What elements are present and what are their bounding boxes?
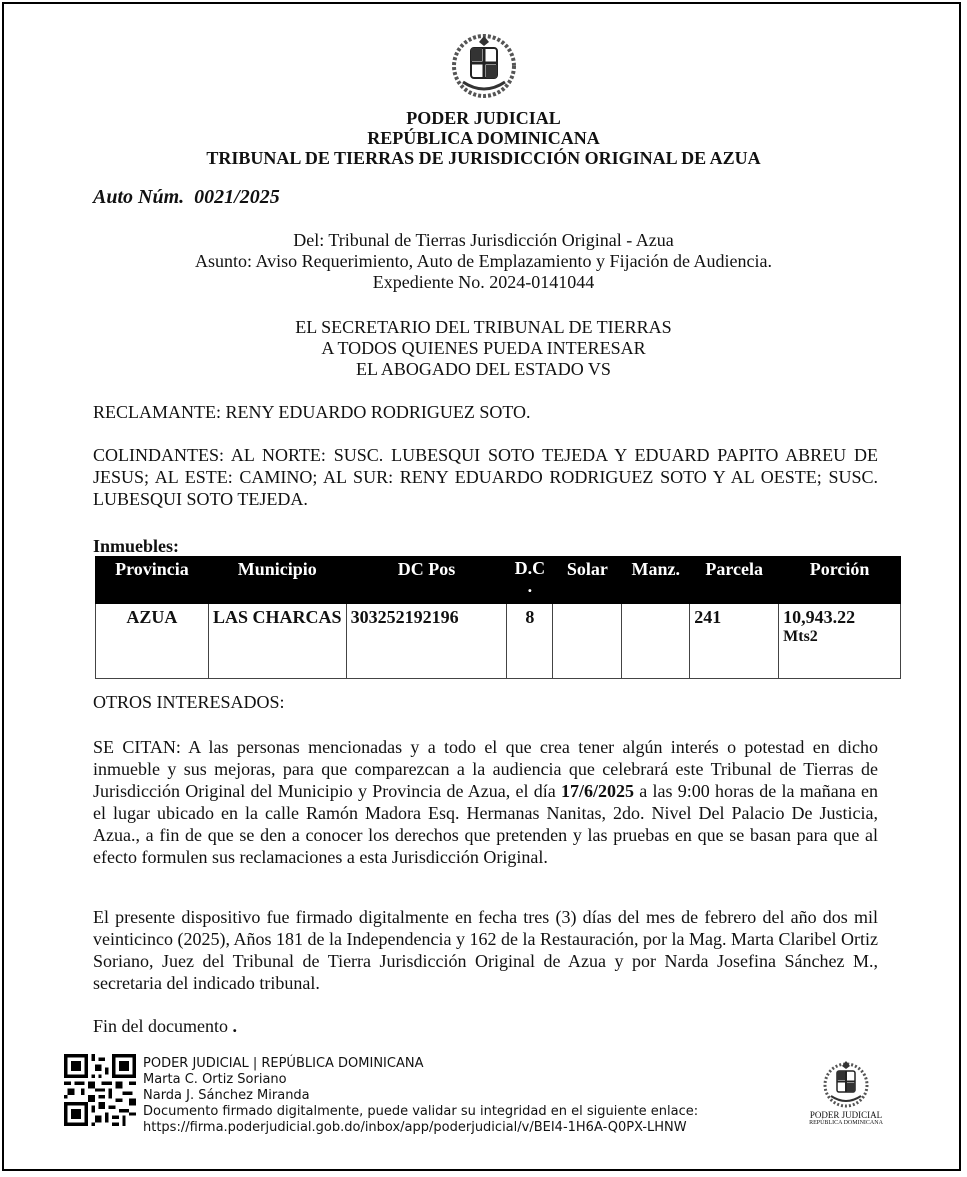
cell-dc-pos: 303252192196 — [346, 604, 507, 679]
col-solar: Solar — [553, 557, 622, 604]
seal-caption-1: PODER JUDICIAL — [809, 1110, 883, 1120]
cell-provincia: AZUA — [96, 604, 209, 679]
cell-solar — [553, 604, 622, 679]
meta-block — [0, 230, 967, 293]
col-dc-pos: DC Pos — [346, 557, 507, 604]
col-municipio: Municipio — [208, 557, 346, 604]
auto-number: Auto Núm. 0021/2025 — [93, 186, 280, 208]
citan-text-1: SE CITAN: A las personas mencionadas y a todo el que crea tener algún interés o potestad en dicho inmueble y sus mejoras, para que comparezcan a la audiencia que celebrará este Tribunal de Tierras de Jurisdicción Original del Municipio y Provincia de Azua, el día — [93, 737, 878, 801]
cell-municipio: LAS CHARCAS — [208, 604, 346, 679]
cell-manz — [622, 604, 690, 679]
seal-caption-2: REPÚBLICA DOMINICANA — [809, 1120, 883, 1126]
header-block — [0, 108, 967, 168]
cell-dc: 8 — [507, 604, 553, 679]
footer-line-3: Narda J. Sánchez Miranda — [143, 1088, 310, 1103]
col-porcion: Porción — [779, 557, 901, 604]
footer-signature-block — [143, 1056, 698, 1136]
address-line-3: EL ABOGADO DEL ESTADO VS — [356, 359, 611, 379]
footer-seal — [808, 1058, 884, 1127]
meta-asunto: Asunto: Aviso Requerimiento, Auto de Emplazamiento y Fijación de Audiencia. — [194, 251, 773, 271]
col-dc: D.C . — [507, 557, 553, 604]
cell-porcion — [779, 604, 901, 679]
citan-paragraph — [93, 736, 878, 868]
header-line-3: TRIBUNAL DE TIERRAS DE JURISDICCIÓN ORIGINAL DE AZUA — [206, 148, 761, 168]
citan-date: 17/6/2025 — [560, 781, 634, 801]
colindantes: COLINDANTES: AL NORTE: SUSC. LUBESQUI SOTO TEJEDA Y EDUARD PAPITO ABREU DE JESUS; AL ESTE: CAMINO; AL SUR: RENY EDUARDO RODRIGUEZ SOTO Y AL OESTE; SUSC. LUBESQUI SOTO TEJEDA. — [93, 445, 878, 509]
col-manz: Manz. — [622, 557, 690, 604]
col-provincia: Provincia — [96, 557, 209, 604]
col-parcela: Parcela — [690, 557, 779, 604]
inmuebles-label: Inmuebles: — [93, 536, 180, 556]
footer-line-2: Marta C. Ortiz Soriano — [143, 1072, 287, 1087]
coat-of-arms-icon — [822, 1058, 870, 1110]
validation-link[interactable]: https://firma.poderjudicial.gob.do/inbox/app/poderjudicial/v/BEI4-1H6A-Q0PX-LHNW — [143, 1120, 687, 1135]
porcion-unit: Mts2 — [783, 628, 818, 645]
address-block — [0, 317, 967, 380]
header-line-1: PODER JUDICIAL — [406, 108, 561, 128]
fin-del-documento — [93, 1016, 237, 1037]
firmado-paragraph: El presente dispositivo fue firmado digitalmente en fecha tres (3) días del mes de febrero del año dos mil veinticinco (2025), Años 181 de la Independencia y 162 de la Restauración, por la Mag. Marta Claribel Ortiz Soriano, Juez del Tribunal de Tierra Jurisdicción Original de Azua y por Narda Josefina Sánchez M., secretaria del indicado tribunal. — [93, 907, 878, 993]
citan-text-2: a las 9:00 horas de la mañana en el lugar ubicado en la calle Ramón Madora Esq. Hermanas Nanitas, 2do. Nivel Del Palacio De Justicia, Azua., a fin de que se den a conocer los derechos que pretenden y las pruebas en que se basan para que al efecto formulen sus reclamaciones a esta Jurisdicción Original. — [93, 781, 878, 867]
table-header-row — [96, 557, 901, 604]
fin-dot: . — [232, 1016, 237, 1036]
coat-of-arms-icon — [449, 30, 519, 100]
fin-text: Fin del documento — [93, 1016, 228, 1036]
inmuebles-table — [95, 556, 901, 679]
meta-expediente: Expediente No. 2024-0141044 — [372, 272, 595, 292]
header-line-2: REPÚBLICA DOMINICANA — [367, 128, 600, 148]
footer-line-1: PODER JUDICIAL | REPÚBLICA DOMINICANA — [143, 1056, 424, 1071]
qr-code-icon[interactable] — [64, 1054, 136, 1126]
meta-del: Del: Tribunal de Tierras Jurisdicción Original - Azua — [293, 230, 674, 250]
address-line-1: EL SECRETARIO DEL TRIBUNAL DE TIERRAS — [295, 317, 672, 337]
footer-line-4: Documento firmado digitalmente, puede validar su integridad en el siguiente enlace: — [143, 1104, 699, 1119]
address-line-2: A TODOS QUIENES PUEDA INTERESAR — [321, 338, 646, 358]
cell-parcela: 241 — [690, 604, 779, 679]
otros-interesados: OTROS INTERESADOS: — [93, 692, 285, 712]
table-row — [96, 604, 901, 679]
porcion-value: 10,943.22 — [783, 607, 856, 627]
reclamante: RECLAMANTE: RENY EDUARDO RODRIGUEZ SOTO. — [93, 402, 531, 422]
